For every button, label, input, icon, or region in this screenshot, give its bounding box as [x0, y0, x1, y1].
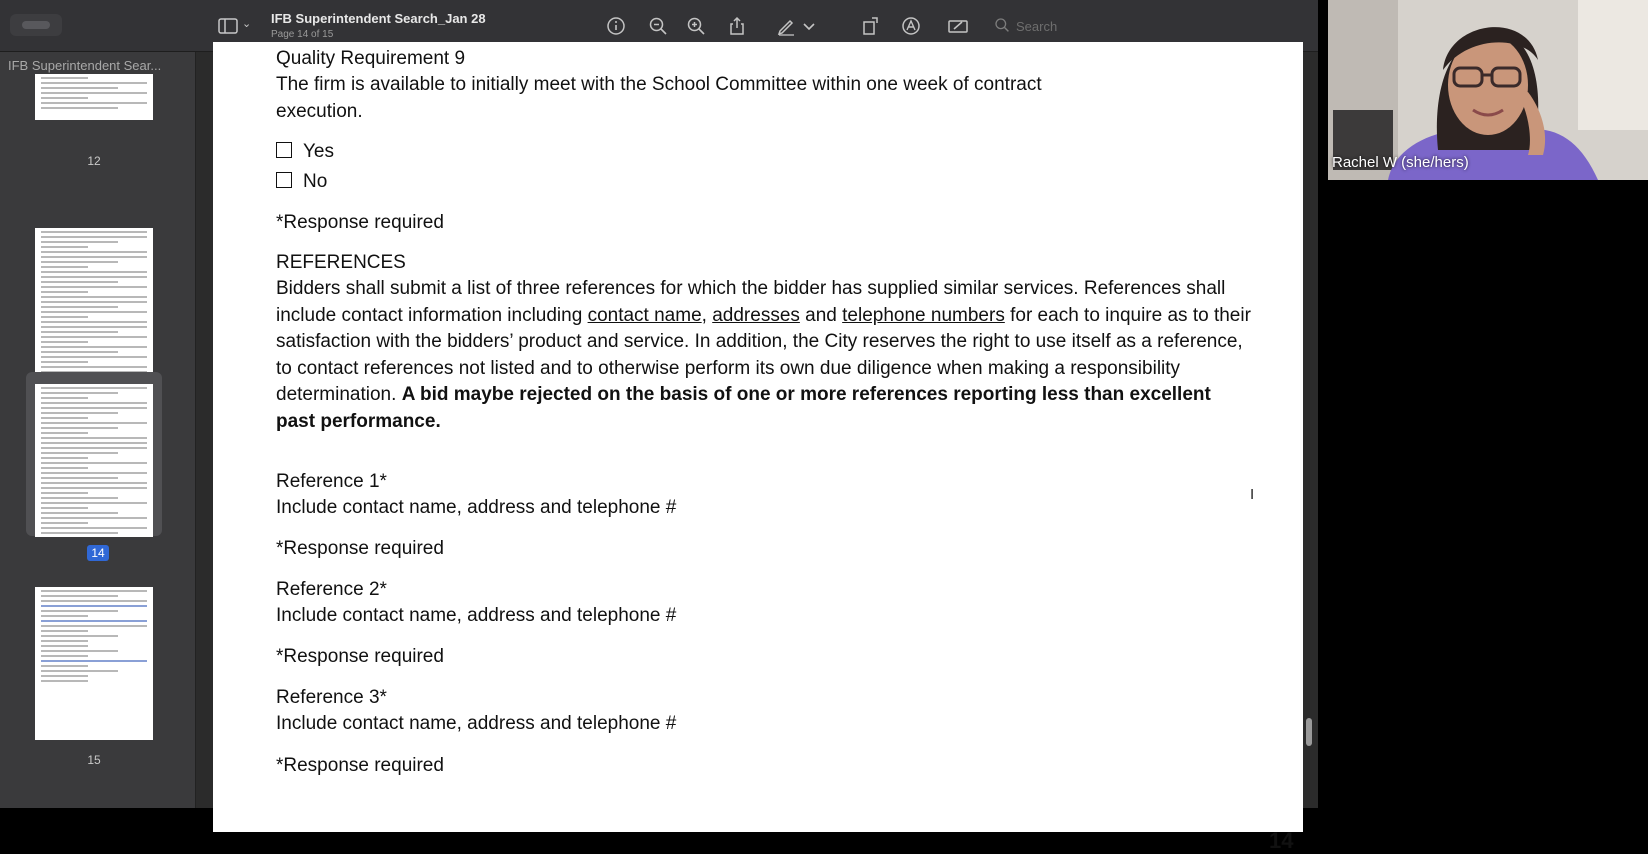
response-required-note: *Response required [276, 755, 444, 776]
search-input[interactable] [1016, 16, 1196, 36]
pdf-page [213, 42, 1303, 853]
response-required-note: *Response required [276, 646, 444, 667]
vertical-scrollbar[interactable] [1302, 52, 1316, 808]
thumbnail-page-number: 15 [87, 753, 101, 767]
references-warning-bold: A bid maybe rejected on the basis of one or more references reporting less than excellent past performance. [276, 384, 1211, 432]
thumbnail-page-number-selected: 14 [0, 546, 196, 560]
page-indicator: Page 14 of 15 [271, 29, 334, 40]
no-label: No [303, 171, 328, 192]
section-heading-cut: Quality Requirement 9 [276, 48, 466, 69]
markup-toolbar-icon[interactable] [899, 14, 923, 38]
chevron-down-icon: ⌄ [242, 18, 252, 30]
reference-2-instruction: Include contact name, address and telephone # [276, 605, 677, 626]
info-icon[interactable] [604, 14, 628, 38]
page-thumbnail-image [35, 384, 153, 537]
page-thumbnail-image [35, 587, 153, 740]
response-required-note: *Response required [276, 538, 444, 559]
search-field[interactable] [990, 15, 1210, 37]
reference-3-title: Reference 3* [276, 687, 387, 708]
thumbnail-page-number: 12 [87, 154, 101, 168]
sidebar-toggle-button[interactable] [216, 15, 252, 37]
reference-1-instruction: Include contact name, address and telephone # [276, 497, 677, 518]
yes-checkbox[interactable] [276, 142, 292, 158]
yes-label: Yes [303, 141, 334, 162]
yes-option[interactable] [276, 139, 334, 166]
no-option[interactable] [276, 169, 327, 196]
page-thumbnail-sidebar [0, 52, 196, 808]
references-paragraph: Bidders shall submit a list of three references for which the bidder has supplied similar services. References shall include contact information including contact name, addresses and telephone numbers for each to inquire as to their satisfaction with the bidders’ product and service. In addition, the City reserves the right to use itself as a reference, to contact references not listed and to otherwise perform its own due diligence when making a responsibility determination. A bid maybe rejected on the basis of one or more references reporting less than excellent past performance. [276, 278, 1251, 432]
sidebar-document-title: IFB Superintendent Sear... [8, 58, 162, 73]
text-cursor-icon: I [1250, 486, 1255, 503]
rotate-icon[interactable] [858, 14, 882, 38]
no-checkbox[interactable] [276, 172, 292, 188]
page-thumbnail-image [35, 228, 153, 381]
page-number: 14 [1269, 828, 1294, 853]
thumbnail-page-15[interactable] [26, 587, 162, 817]
requirement-text-line: execution. [276, 101, 363, 122]
participant-video-image [1328, 0, 1648, 180]
references-heading: REFERENCES [276, 252, 406, 273]
window-controls[interactable] [10, 14, 62, 36]
reference-1-title: Reference 1* [276, 471, 387, 492]
participant-video-tile[interactable] [1328, 0, 1648, 180]
participant-name-label: Rachel W (she/hers) [1332, 154, 1469, 171]
link-telephone-numbers: telephone numbers [842, 304, 1005, 326]
link-contact-name: contact name [587, 304, 702, 326]
document-title: IFB Superintendent Search_Jan 28 [271, 11, 486, 26]
scrollbar-thumb[interactable] [1306, 718, 1312, 746]
zoom-in-icon[interactable] [684, 14, 708, 38]
link-addresses: addresses [712, 304, 800, 326]
markup-pen-icon[interactable] [774, 14, 798, 38]
share-icon[interactable] [725, 14, 749, 38]
thumbnail-page-14[interactable] [26, 372, 162, 536]
chevron-down-icon[interactable] [802, 14, 816, 38]
search-icon [994, 17, 1010, 38]
response-required-note: *Response required [276, 212, 444, 233]
reference-2-title: Reference 2* [276, 579, 387, 600]
requirement-text-line: The firm is available to initially meet with the School Committee within one week of contract [276, 74, 1042, 95]
sidebar-icon [218, 17, 238, 35]
thumbnail-page-13[interactable] [26, 168, 162, 404]
document-view[interactable] [197, 48, 1318, 853]
reference-3-instruction: Include contact name, address and telephone # [276, 713, 677, 734]
page-thumbnail-image [35, 74, 153, 120]
zoom-out-icon[interactable] [646, 14, 670, 38]
form-fill-icon[interactable] [946, 14, 970, 38]
